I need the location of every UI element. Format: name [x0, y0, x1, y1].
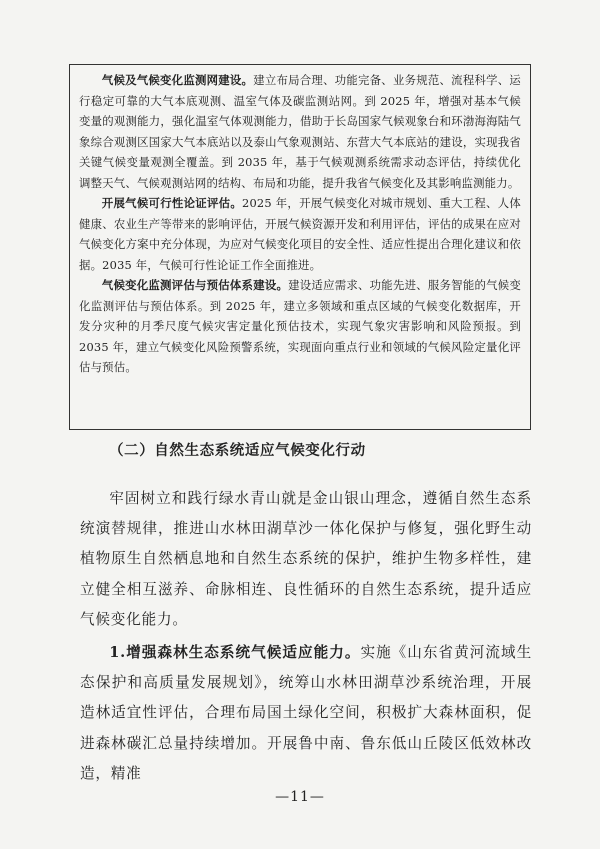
item-paragraph-forest: [80, 638, 532, 789]
box-paragraph-text: 建设适应需求、功能先进、服务智能的气候变化监测评估与预估体系。到 2025 年，建立多领域和重点区域的气候变化数据库，开发分灾种的月季尺度气候灾害定量化预估技术，实现气象灾害影响和风险预报。到 2035 年，建立气候变化风险预警系统，实现面向重点行业和领域的气候风险定量化评估与预估。: [79, 278, 521, 374]
box-paragraph-assessment-system: [79, 275, 521, 378]
item-lead: 1.增强森林生态系统气候适应能力。: [109, 644, 361, 661]
box-paragraph-text: 建立布局合理、功能完备、业务规范、流程科学、运行稳定可靠的大气本底观测、温室气体及碳监测站网。到 2025 年，增强对基本气候变量的观测能力，强化温室气体观测能力，借助于长岛国家气候观象台和环渤海海陆气象综合观测区国家大气本底站以及泰山气象观测站、东营大气本底站的建设，实现我省关键气候变量观测全覆盖。到 2035 年，基于气候观测系统需求动态评估，持续优化调整天气、气候观测站网的结构、布局和功能，提升我省气候变化及其影响监测能力。: [79, 73, 521, 190]
box-paragraph-feasibility: [79, 193, 521, 275]
box-paragraph-lead: 气候及气候变化监测网建设。: [101, 73, 254, 87]
box-paragraph-text: 2025 年，开展气候变化对城市规划、重大工程、人体健康、农业生产等带来的影响评估，开展气候资源开发和利用评估，评估的成果在应对气候变化方案中充分体现，为应对气候变化项目的安全性、适应性提出合理化建议和依据。2035 年，气候可行性论证工作全面推进。: [79, 196, 521, 272]
bordered-text-box: [69, 64, 531, 430]
section-heading: （二）自然生态系统适应气候变化行动: [109, 442, 366, 459]
page-number: —11—: [275, 789, 325, 805]
box-paragraph-monitoring-network: [79, 70, 521, 193]
box-paragraph-lead: 气候变化监测评估与预估体系建设。: [101, 278, 289, 292]
item-text: 实施《山东省黄河流域生态保护和高质量发展规划》，统筹山水林田湖草沙系统治理，开展造林适宜性评估，合理布局国土绿化空间，积极扩大森林面积，促进森林碳汇总量持续增加。开展鲁中南、鲁东低山丘陵区低效林改造，精准: [80, 644, 532, 782]
box-paragraph-lead: 开展气候可行性论证评估。: [101, 196, 243, 210]
section-intro-paragraph: 牢固树立和践行绿水青山就是金山银山理念，遵循自然生态系统演替规律，推进山水林田湖草沙一体化保护与修复，强化野生动植物原生自然栖息地和自然生态系统的保护，维护生物多样性，建立健全相互滋养、命脉相连、良性循环的自然生态系统，提升适应气候变化能力。: [80, 490, 532, 628]
